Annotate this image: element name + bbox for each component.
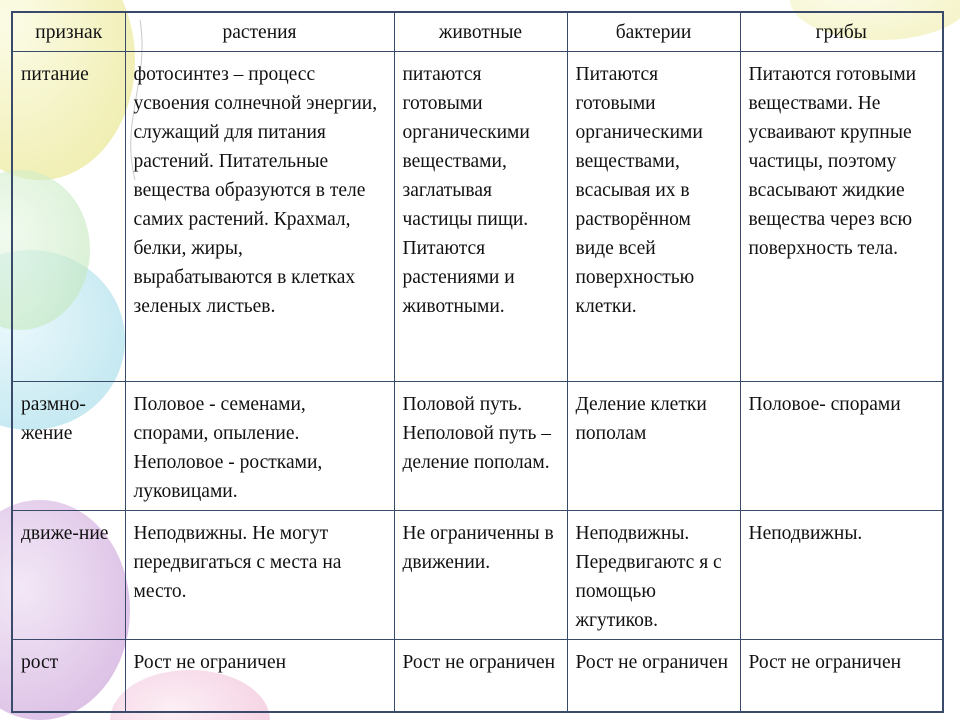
cell-growth-fungi: Рост не ограничен: [740, 640, 943, 712]
row-label-nutrition: питание: [12, 52, 125, 382]
header-plants: растения: [125, 12, 394, 52]
cell-reproduction-plants: Половое - семенами, спорами, опыление. Неполовое - ростками, луковицами.: [125, 382, 394, 511]
cell-movement-bacteria: Неподвижны. Передвигаютс я с помощью жгутиков.: [567, 511, 740, 640]
table-row: [12, 511, 943, 640]
cell-movement-plants: Неподвижны. Не могут передвигаться с места на место.: [125, 511, 394, 640]
header-bacteria: бактерии: [567, 12, 740, 52]
table-header-row: [12, 12, 943, 52]
header-animals: животные: [394, 12, 567, 52]
cell-reproduction-fungi: Половое- спорами: [740, 382, 943, 511]
header-fungi: грибы: [740, 12, 943, 52]
cell-reproduction-animals: Половой путь. Неполовой путь – деление пополам.: [394, 382, 567, 511]
cell-growth-bacteria: Рост не ограничен: [567, 640, 740, 712]
cell-growth-plants: Рост не ограничен: [125, 640, 394, 712]
comparison-table-container: [11, 11, 942, 704]
cell-movement-animals: Не ограниченны в движении.: [394, 511, 567, 640]
cell-nutrition-animals: питаются готовыми органическими веществами, заглатывая частицы пищи. Питаются растениями и животными.: [394, 52, 567, 382]
cell-nutrition-fungi: Питаются готовыми веществами. Не усваивают крупные частицы, поэтому всасывают жидкие вещества через всю поверхность тела.: [740, 52, 943, 382]
cell-growth-animals: Рост не ограничен: [394, 640, 567, 712]
cell-nutrition-bacteria: Питаются готовыми органическими веществами, всасывая их в растворённом виде всей поверхностью клетки.: [567, 52, 740, 382]
row-label-reproduction: размно-жение: [12, 382, 125, 511]
table-row: [12, 52, 943, 382]
row-label-growth: рост: [12, 640, 125, 712]
table-row: [12, 640, 943, 712]
table-row: [12, 382, 943, 511]
row-label-movement: движе-ние: [12, 511, 125, 640]
comparison-table: [11, 11, 944, 713]
cell-movement-fungi: Неподвижны.: [740, 511, 943, 640]
header-feature: признак: [12, 12, 125, 52]
cell-reproduction-bacteria: Деление клетки пополам: [567, 382, 740, 511]
cell-nutrition-plants: фотосинтез – процесс усвоения солнечной энергии, служащий для питания растений. Питательные вещества образуются в теле самих растений. Крахмал, белки, жиры, вырабатываются в клетках зеленых листьев.: [125, 52, 394, 382]
